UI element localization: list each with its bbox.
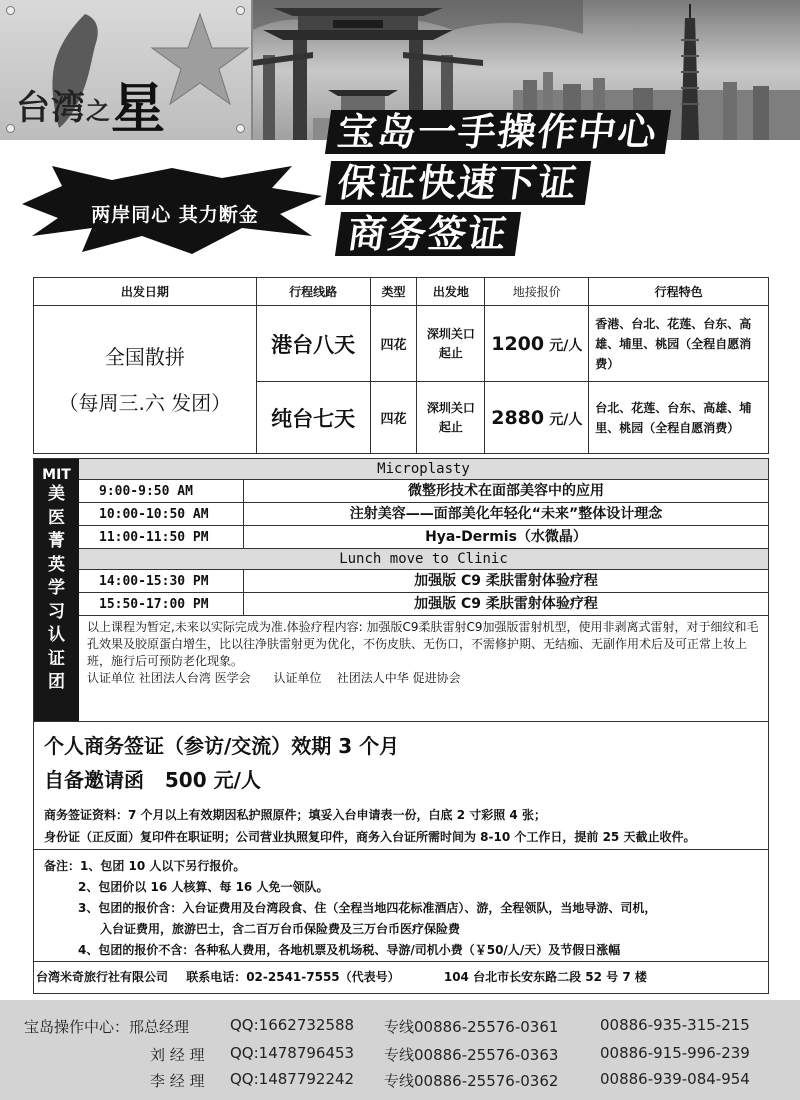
table-header-row — [34, 278, 769, 306]
center-label: 宝岛操作中心： — [24, 1018, 130, 1036]
screw-icon — [236, 124, 245, 133]
session-topic: Hya-Dermis（水微晶） — [425, 529, 587, 545]
logo-part2: 之 — [86, 97, 111, 125]
tour-table — [33, 277, 769, 454]
contact-qq: QQ:1662732588 — [230, 1016, 355, 1034]
note-3a: 3、包团的报价含：入台证费用及台湾段食、住（全程当地四花标准酒店）、游，全程领队，当地导游、司机， — [78, 901, 657, 915]
headline-3: 商务签证 — [335, 212, 521, 256]
session-topic: 加强版 C9 柔肤雷射体验疗程 — [414, 573, 598, 589]
header-price: 地接报价 — [485, 278, 589, 306]
depart-cell — [34, 306, 257, 454]
logo-text — [16, 58, 166, 140]
header-route: 行程线路 — [256, 278, 370, 306]
header-feature: 行程特色 — [589, 278, 769, 306]
visa-section — [33, 722, 769, 994]
agency-phone: 联系电话：02-2541-7555（代表号） — [186, 970, 400, 984]
note-2: 2、包团价以 16 人核算、每 16 人免一领队。 — [78, 880, 329, 894]
logo-part3: 星 — [111, 77, 166, 140]
notes — [44, 856, 760, 961]
session-topic: 注射美容——面部美化年轻化“未来”整体设计理念 — [349, 506, 663, 522]
mit-side-label — [34, 459, 79, 721]
contact-name: 刘 经 理 — [150, 1046, 205, 1064]
tour-price — [485, 382, 589, 454]
price-value: 2880 — [491, 406, 545, 429]
contact-name: 邢总经理 — [129, 1018, 190, 1036]
note-3b: 入台证费用，旅游巴士，含二百万台币保险费及三万台币医疗保险费 — [100, 922, 461, 936]
mit-label: MIT — [42, 467, 71, 483]
contact-row — [150, 1070, 205, 1091]
contact-line: 专线00886-25576-0363 — [384, 1046, 559, 1064]
header-type: 类型 — [370, 278, 417, 306]
schedule-row — [79, 570, 768, 593]
schedule-band-microplasty: Microplasty — [79, 459, 768, 480]
price-unit: 元/人 — [549, 411, 583, 428]
headline-1: 宝岛一手操作中心 — [325, 110, 671, 154]
agency-address: 104 台北市长安东路二段 52 号 7 楼 — [443, 970, 647, 984]
tour-feature: 香港、台北、花莲、台东、高雄、埔里、桃园（全程自愿消费） — [589, 306, 769, 382]
contact-qq: QQ:1487792242 — [230, 1070, 355, 1088]
tour-feature: 台北、花莲、台东、高雄、埔里、桃园（全程自愿消费） — [589, 382, 769, 454]
contact-row — [24, 1016, 189, 1037]
screw-icon — [6, 124, 15, 133]
schedule-row — [79, 480, 768, 503]
session-time: 15:50-17:00 PM — [79, 593, 244, 615]
table-row — [34, 306, 769, 382]
depart-sub: （每周三.六 发团） — [58, 390, 232, 415]
contact-row — [150, 1044, 205, 1065]
price-unit: 元/人 — [549, 337, 583, 354]
visa-title: 个人商务签证（参访/交流）效期 3 个月 — [44, 734, 400, 758]
schedule-band-lunch: Lunch move to Clinic — [79, 549, 768, 570]
logo-part1: 台湾 — [16, 88, 86, 128]
schedule-row — [79, 526, 768, 549]
schedule-row — [79, 503, 768, 526]
tagline: 两岸同心 其力断金 — [91, 204, 259, 226]
visa-materials-line-2: 身份证（正反面）复印件在职证明；公司营业执照复印件，商务入台证所需时间为 8-10 个工作日，提前 25 天截止收件。 — [44, 830, 696, 844]
schedule — [79, 459, 768, 690]
mit-note-text: 以上课程为暂定,未来以实际完成为准.体验疗程内容: 加强版C9柔肤雷射C9加强版雷射机型，使用非剥离式雷射，对于细纹和毛孔效果及胶原蛋白增生，比以往净肤雷射更为优化，不伤皮肤、无伤口，不需修护期、无结痂、无副作用术后及可正常上妆上班，施行后可预防老化现象。 — [87, 620, 759, 668]
note-1: 备注：1、包团 10 人以下另行报价。 — [44, 859, 246, 873]
session-topic: 微整形技术在面部美容中的应用 — [408, 483, 604, 499]
footer — [0, 1000, 800, 1100]
route-name: 纯台七天 — [256, 382, 370, 454]
route-name: 港台八天 — [256, 306, 370, 382]
session-time: 10:00-10:50 AM — [79, 503, 244, 525]
tour-price — [485, 306, 589, 382]
contact-line: 专线00886-25576-0361 — [384, 1018, 559, 1036]
contact-mobile: 00886-935-315-215 — [600, 1016, 750, 1034]
tour-origin — [417, 306, 485, 382]
tour-type: 四花 — [370, 306, 417, 382]
visa-materials — [44, 804, 764, 848]
header-depart: 出发日期 — [34, 278, 257, 306]
logo-panel — [0, 0, 253, 140]
origin-line-2: 起止 — [438, 345, 463, 360]
tour-type: 四花 — [370, 382, 417, 454]
origin-line-2: 起止 — [438, 419, 463, 434]
note-4: 4、包团的报价不含：各种私人费用，各地机票及机场税、导游/司机小费（￥50/人/天）及节假日涨幅 — [78, 943, 621, 957]
contact-qq: QQ:1478796453 — [230, 1044, 355, 1062]
origin-line-1: 深圳关口 — [426, 326, 475, 341]
mit-section — [33, 458, 769, 722]
screw-icon — [6, 6, 15, 15]
agency-name: 台湾米奇旅行社有限公司 — [36, 970, 169, 984]
mit-note — [79, 616, 768, 690]
headline-2: 保证快速下证 — [325, 161, 591, 205]
divider — [34, 849, 768, 850]
header-origin: 出发地 — [417, 278, 485, 306]
tour-origin — [417, 382, 485, 454]
schedule-row — [79, 593, 768, 616]
contact-mobile: 00886-915-996-239 — [600, 1044, 750, 1062]
contact-mobile: 00886-939-084-954 — [600, 1070, 750, 1088]
session-time: 9:00-9:50 AM — [79, 480, 244, 502]
divider — [34, 961, 768, 962]
origin-line-1: 深圳关口 — [426, 400, 475, 415]
contact-line: 专线00886-25576-0362 — [384, 1072, 559, 1090]
visa-materials-line-1: 商务签证资料：7 个月以上有效期因私护照原件；填妥入台申请表一份，白底 2 寸彩照 4 张； — [44, 808, 546, 822]
contact-name: 李 经 理 — [150, 1072, 205, 1090]
price-value: 1200 — [491, 332, 545, 355]
header — [0, 0, 800, 270]
mit-side-text: 美医菁英学习认证团 — [48, 484, 65, 692]
mit-cert-text: 认证单位 社团法人台湾 医学会 认证单位 社团法人中华 促进协会 — [87, 671, 461, 685]
agency-row — [36, 968, 766, 985]
visa-price: 自备邀请函 500 元/人 — [44, 768, 261, 792]
session-time: 11:00-11:50 PM — [79, 526, 244, 548]
depart-main: 全国散拼 — [104, 344, 185, 369]
session-topic: 加强版 C9 柔肤雷射体验疗程 — [414, 596, 598, 612]
session-time: 14:00-15:30 PM — [79, 570, 244, 592]
